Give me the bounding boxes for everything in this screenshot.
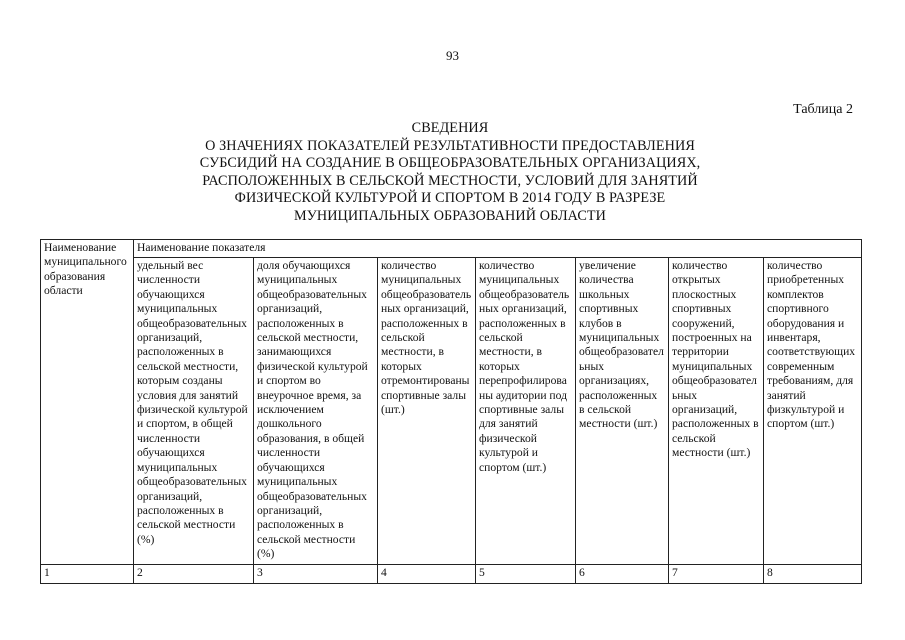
indicators-table bbox=[40, 239, 862, 584]
column-header-text: удельный вес численности обучающихся муниципальных общеобразовательных организаций, расположенных в сельской местности, которым созданы условия для занятий физической культурой и спортом, в общей численности обучающихся муниципальных общеобразовательных организаций, расположенных в сельской местности (%) bbox=[137, 259, 248, 546]
indicator-group-header bbox=[134, 240, 862, 258]
column-header bbox=[254, 258, 378, 565]
column-header bbox=[764, 258, 862, 565]
column-number: 3 bbox=[254, 565, 378, 584]
municipality-header bbox=[41, 240, 134, 565]
column-number: 6 bbox=[576, 565, 669, 584]
page-number: 93 bbox=[446, 48, 459, 63]
column-header-text: количество приобретенных комплектов спортивного оборудования и инвентаря, соответствующих современным требованиям, для занятий физкультурой и спортом (шт.) bbox=[767, 259, 856, 431]
column-number: 7 bbox=[669, 565, 764, 584]
table-label: Таблица 2 bbox=[793, 102, 853, 117]
column-header bbox=[476, 258, 576, 565]
heading-line: МУНИЦИПАЛЬНЫХ ОБРАЗОВАНИЙ ОБЛАСТИ bbox=[294, 207, 606, 224]
heading-line: ФИЗИЧЕСКОЙ КУЛЬТУРОЙ И СПОРТОМ В 2014 ГОДУ В РАЗРЕЗЕ bbox=[234, 190, 666, 207]
column-header bbox=[669, 258, 764, 565]
column-header-text: количество открытых плоскостных спортивных сооружений, построенных на территории муниципальных общеобразовательных организаций, расположенных в сельской местности (шт.) bbox=[672, 259, 759, 460]
column-header bbox=[134, 258, 254, 565]
column-number: 1 bbox=[41, 565, 134, 584]
table-heading bbox=[120, 120, 780, 226]
heading-line: СВЕДЕНИЯ bbox=[411, 120, 489, 136]
column-header-text: количество муниципальных общеобразовательных организаций, расположенных в сельской местности, в которых перепрофилированы аудитории под спортивные залы для занятий физической культурой и спортом (шт.) bbox=[479, 259, 570, 474]
column-number: 8 bbox=[764, 565, 862, 584]
column-header-text: количество муниципальных общеобразовательных организаций, расположенных в сельской местности, в которых отремонтированы спортивные залы (шт.) bbox=[381, 259, 472, 417]
column-number: 2 bbox=[134, 565, 254, 584]
heading-line: СУБСИДИЙ НА СОЗДАНИЕ В ОБЩЕОБРАЗОВАТЕЛЬНЫХ ОРГАНИЗАЦИЯХ, bbox=[199, 155, 701, 172]
municipality-header-text: Наименование муниципального образования области bbox=[44, 241, 127, 298]
column-number: 5 bbox=[476, 565, 576, 584]
column-header bbox=[378, 258, 476, 565]
heading-line: РАСПОЛОЖЕННЫХ В СЕЛЬСКОЙ МЕСТНОСТИ, УСЛОВИЙ ДЛЯ ЗАНЯТИЙ bbox=[202, 172, 698, 189]
indicator-group-header-text: Наименование показателя bbox=[137, 241, 266, 254]
column-number: 4 bbox=[378, 565, 476, 584]
column-header bbox=[576, 258, 669, 565]
heading-line: О ЗНАЧЕНИЯХ ПОКАЗАТЕЛЕЙ РЕЗУЛЬТАТИВНОСТИ ПРЕДОСТАВЛЕНИЯ bbox=[205, 137, 695, 154]
column-header-text: увеличение количества школьных спортивных клубов в муниципальных общеобразовательных организациях, расположенных в сельской местности (шт.) bbox=[579, 259, 664, 431]
column-header-text: доля обучающихся муниципальных общеобразовательных организаций, расположенных в сельской местности, занимающихся физической культурой и спортом во внеурочное время, за исключением дошкольного образования, в общей численности обучающихся муниципальных общеобразовательных организаций, расположенных в сельской местности (%) bbox=[257, 259, 368, 561]
